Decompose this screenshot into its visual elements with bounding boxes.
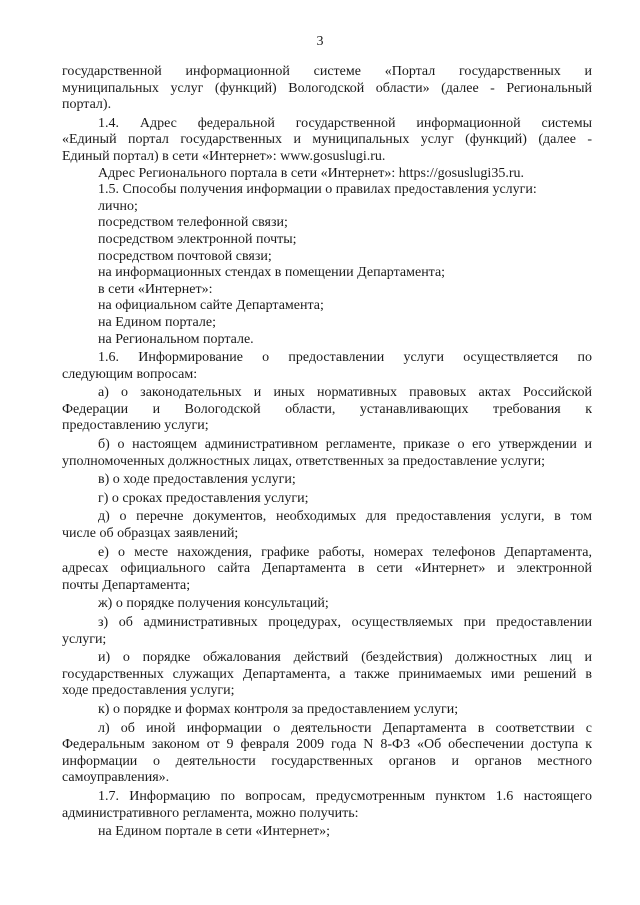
text-line: в) о ходе предоставления услуги; <box>98 472 296 488</box>
page-number: 3 <box>316 34 324 49</box>
text-line: к) о порядке и формах контроля за предоставлением услуги; <box>98 701 459 717</box>
text-line: Адрес Регионального портала в сети «Интернет»: https://gosuslugi35.ru. <box>98 165 524 181</box>
text-line: следующим вопросам: <box>62 366 198 382</box>
text-line: ходе предоставления услуги; <box>62 683 235 699</box>
text-line: е) о месте нахождения, графике работы, номерах телефонов Департамента, <box>98 544 592 560</box>
text-line: на Региональном портале. <box>98 331 254 347</box>
text-line: адресах официального сайта Департамента в сети «Интернет» и электронной <box>62 561 592 577</box>
text-line: в сети «Интернет»: <box>98 281 213 297</box>
text-line: информации о деятельности государственных органов и органов местного <box>62 753 592 769</box>
text-line: услуги; <box>62 631 107 647</box>
text-line: административного регламента, можно получить: <box>62 805 359 821</box>
text-line: уполномоченных должностных лицах, ответственных за предоставление услуги; <box>62 453 546 469</box>
text-line: Единый портал) в сети «Интернет»: www.gosuslugi.ru. <box>62 148 386 164</box>
text-line: предоставлению услуги; <box>62 418 209 434</box>
text-line: 1.5. Способы получения информации о правилах предоставления услуги: <box>98 182 537 198</box>
text-line: 1.4. Адрес федеральной государственной информационной системы <box>98 115 592 131</box>
text-line: ж) о порядке получения консультаций; <box>98 596 329 612</box>
text-line: Федеральным законом от 9 февраля 2009 года N 8-ФЗ «Об обеспечении доступа к <box>62 737 592 753</box>
text-line: на Едином портале; <box>98 314 216 330</box>
text-line: л) об иной информации о деятельности Департамента в соответствии с <box>98 720 592 736</box>
text-line: почты Департамента; <box>62 577 191 593</box>
text-line: г) о сроках предоставления услуги; <box>98 490 309 506</box>
text-line: б) о настоящем административном регламенте, приказе о его утверждении и <box>98 437 592 453</box>
text-line: посредством почтовой связи; <box>98 248 272 264</box>
text-line: портал). <box>62 97 112 113</box>
text-line: посредством электронной почты; <box>98 231 297 247</box>
text-line: на официальном сайте Департамента; <box>98 298 324 314</box>
text-line: на информационных стендах в помещении Департамента; <box>98 265 446 281</box>
text-line: числе об образцах заявлений; <box>62 526 239 542</box>
text-line: 1.7. Информацию по вопросам, предусмотренным пунктом 1.6 настоящего <box>98 788 592 804</box>
document-body <box>62 64 592 841</box>
text-line: муниципальных услуг (функций) Вологодской области» (далее - Региональный <box>62 80 592 96</box>
text-line: на Едином портале в сети «Интернет»; <box>98 824 331 840</box>
text-line: лично; <box>98 198 138 214</box>
text-line: посредством телефонной связи; <box>98 215 288 231</box>
text-line: 1.6. Информирование о предоставлении услуги осуществляется по <box>98 350 592 366</box>
text-line: и) о порядке обжалования действий (бездействия) должностных лиц и <box>98 650 592 666</box>
text-line: д) о перечне документов, необходимых для предоставления услуги, в том <box>98 509 592 525</box>
text-line: з) об административных процедурах, осуществляемых при предоставлении <box>98 615 592 630</box>
text-line: а) о законодательных и иных нормативных правовых актах Российской <box>98 385 592 401</box>
text-line: государственных служащих Департамента, а также принимаемых ими решений в <box>62 666 592 682</box>
text-line: «Единый портал государственных и муниципальных услуг (функций) (далее - <box>62 132 592 148</box>
text-line: Федерации и Вологодской области, устанавливающих требования к <box>62 401 592 417</box>
text-line: государственной информационной системе «Портал государственных и <box>62 64 592 79</box>
text-line: самоуправления». <box>62 770 170 786</box>
